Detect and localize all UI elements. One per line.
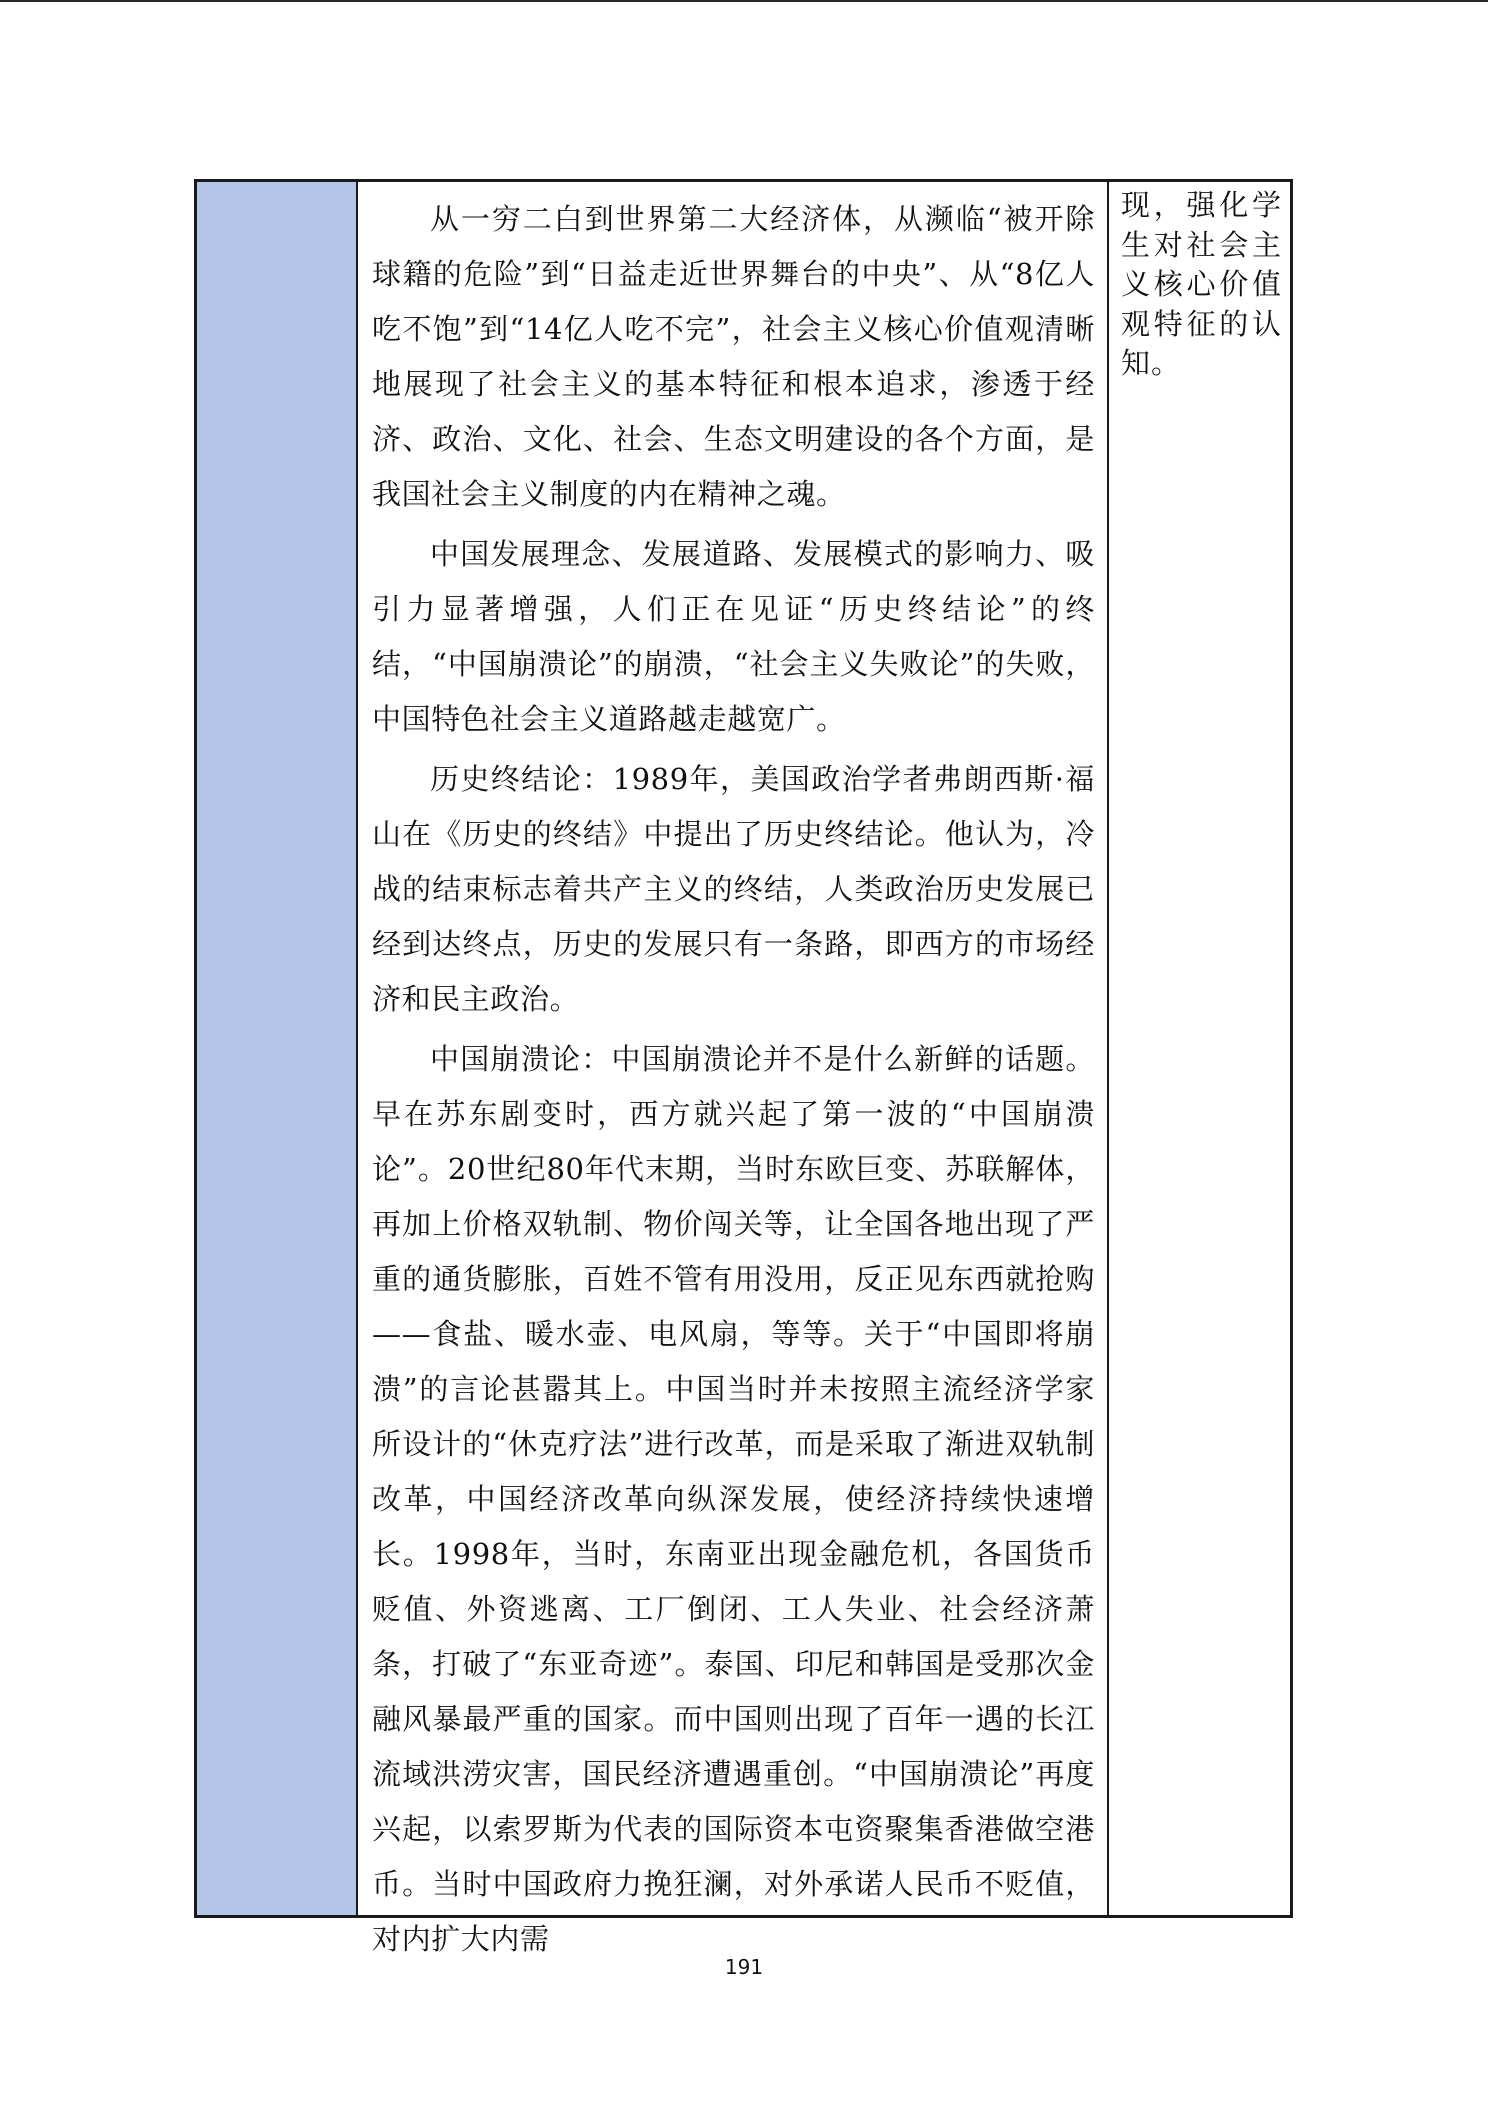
content-paragraph: 历史终结论：1989年，美国政治学者弗朗西斯·福山在《历史的终结》中提出了历史终结论。他认为，冷战的结束标志着共产主义的终结，人类政治历史发展已经到达终点，历史的发展只有一条路，即西方的市场经济和民主政治。 <box>372 762 1095 1016</box>
content-paragraph: 中国崩溃论：中国崩溃论并不是什么新鲜的话题。早在苏东剧变时，西方就兴起了第一波的“中国崩溃论”。20世纪80年代末期，当时东欧巨变、苏联解体，再加上价格双轨制、物价闯关等，让全国各地出现了严重的通货膨胀，百姓不管有用没用，反正见东西就抢购——食盐、暖水壶、电风扇，等等。关于“中国即将崩溃”的言论甚嚣其上。中国当时并未按照主流经济学家所设计的“休克疗法”进行改革，而是采取了渐进双轨制改革，中国经济改革向纵深发展，使经济持续快速增长。1998年，当时，东南亚出现金融危机，各国货币贬值、外资逃离、工厂倒闭、工人失业、社会经济萧条，打破了“东亚奇迹”。泰国、印尼和韩国是受那次金融风暴最严重的国家。而中国则出现了百年一遇的长江流域洪涝灾害，国民经济遭遇重创。“中国崩溃论”再度兴起，以索罗斯为代表的国际资本屯资聚集香港做空港币。当时中国政府力挽狂澜，对外承诺人民币不贬值，对内扩大内需 <box>372 1042 1095 1956</box>
content-paragraph: 中国发展理念、发展道路、发展模式的影响力、吸引力显著增强，人们正在见证“历史终结论”的终结，“中国崩溃论”的崩溃，“社会主义失败论”的失败，中国特色社会主义道路越走越宽广。 <box>372 537 1095 736</box>
page-number: 191 <box>724 1955 764 1979</box>
teaching-content-cell <box>358 182 1109 1956</box>
design-intent-cell <box>1109 182 1290 1915</box>
design-intent-text: 现，强化学生对社会主义核心价值观特征的认知。 <box>1121 188 1282 380</box>
lesson-plan-table <box>194 179 1293 1956</box>
table-label-column <box>197 182 358 1915</box>
page-top-rule <box>0 0 1488 2</box>
content-paragraph: 从一穷二白到世界第二大经济体，从濒临“被开除球籍的危险”到“日益走近世界舞台的中央”、从“8亿人吃不饱”到“14亿人吃不完”，社会主义核心价值观清晰地展现了社会主义的基本特征和根本追求，渗透于经济、政治、文化、社会、生态文明建设的各个方面，是我国社会主义制度的内在精神之魂。 <box>372 202 1095 511</box>
